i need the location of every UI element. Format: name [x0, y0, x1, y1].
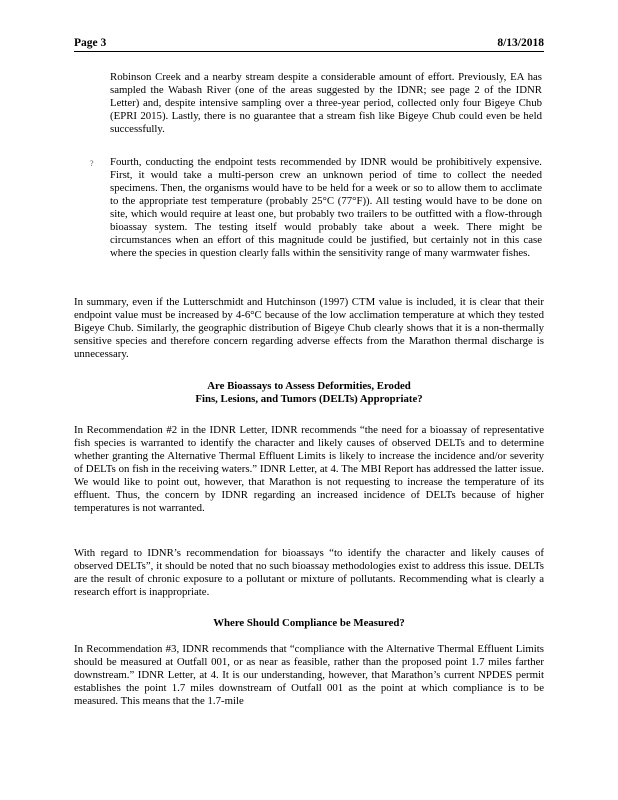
- bullet-symbol: ?: [90, 159, 94, 168]
- paragraph-recommendation-3: In Recommendation #3, IDNR recommends that “compliance with the Alternative Thermal Effluent Limits should be measured at Outfall 001, or as near as feasible, rather than the proposed point 1.7 miles farther downstream.” IDNR Letter, at 4. It is our understanding, however, that Marathon’s current NPDES permit establishes the point 1.7 miles downstream of Outfall 001 as the point at which compliance is to be measured. This means that the 1.7-mile: [74, 643, 544, 707]
- paragraph-summary: In summary, even if the Lutterschmidt and Hutchinson (1997) CTM value is included, it is clear that their endpoint value must be increased by 4-6°C because of the low acclimation temperature at which they tested Bigeye Chub. Similarly, the geographic distribution of Bigeye Chub clearly shows that it is a non-thermally sensitive species and therefore concern regarding adverse effects from the Marathon thermal discharge is unnecessary.: [74, 296, 544, 360]
- page-number: Page 3: [74, 37, 107, 49]
- section-heading-compliance: Where Should Compliance be Measured?: [213, 617, 405, 629]
- paragraph-endpoint-tests: Fourth, conducting the endpoint tests recommended by IDNR would be prohibitively expensive. First, it would take a multi-person crew an unknown period of time to collect the needed specimens. Then, the organisms would have to be held for a week or so to allow them to acclimate to the appropriate test temperature (probably 25°C (77°F)). All testing would have to be done on site, which would require at least one, but probably two trailers to be outfitted with a flow-through bioassay system. The testing itself would probably take about a week. There might be circumstances when an effort of this magnitude could be justified, but certainly not in this case where the species in question clearly falls within the sensitivity range of many warmwater fishes.: [110, 156, 542, 259]
- section-heading-bioassays-line2: Fins, Lesions, and Tumors (DELTs) Appropriate?: [195, 393, 423, 405]
- header-rule: [74, 51, 544, 52]
- header-date: 8/13/2018: [497, 37, 544, 49]
- section-heading-bioassays-line1: Are Bioassays to Assess Deformities, Eroded: [207, 380, 411, 392]
- paragraph-recommendation-2: In Recommendation #2 in the IDNR Letter, IDNR recommends “the need for a bioassay of representative fish species is warranted to identify the character and likely causes of observed DELTs and to determine whether granting the Alternative Thermal Effluent Limits is likely to increase the incidence and/or severity of DELTs on fish in the receiving waters.” IDNR Letter, at 4. The MBI Report has addressed the latter issue. We would like to point out, however, that Marathon is not requesting to increase the temperature of its effluent. Thus, the concern by IDNR regarding an increased incidence of DELTs because of higher temperatures is not warranted.: [74, 424, 544, 514]
- paragraph-bioassay-methods: With regard to IDNR’s recommendation for bioassays “to identify the character and likely causes of observed DELTs”, it should be noted that no such bioassay methodologies exist to address this issue. DELTs are the result of chronic exposure to a pollutant or mixture of pollutants. Recommending what is clearly a research effort is inappropriate.: [74, 547, 544, 598]
- section-heading-bioassays: [74, 380, 544, 406]
- paragraph-robinson-creek: Robinson Creek and a nearby stream despite a considerable amount of effort. Previously, EA has sampled the Wabash River (one of the areas suggested by the IDNR; see page 2 of the IDNR Letter) and, despite intensive sampling over a three-year period, collected only four Bigeye Chub (EPRI 2015). Lastly, there is no guarantee that a stream fish like Bigeye Chub could even be held successfully.: [110, 71, 542, 135]
